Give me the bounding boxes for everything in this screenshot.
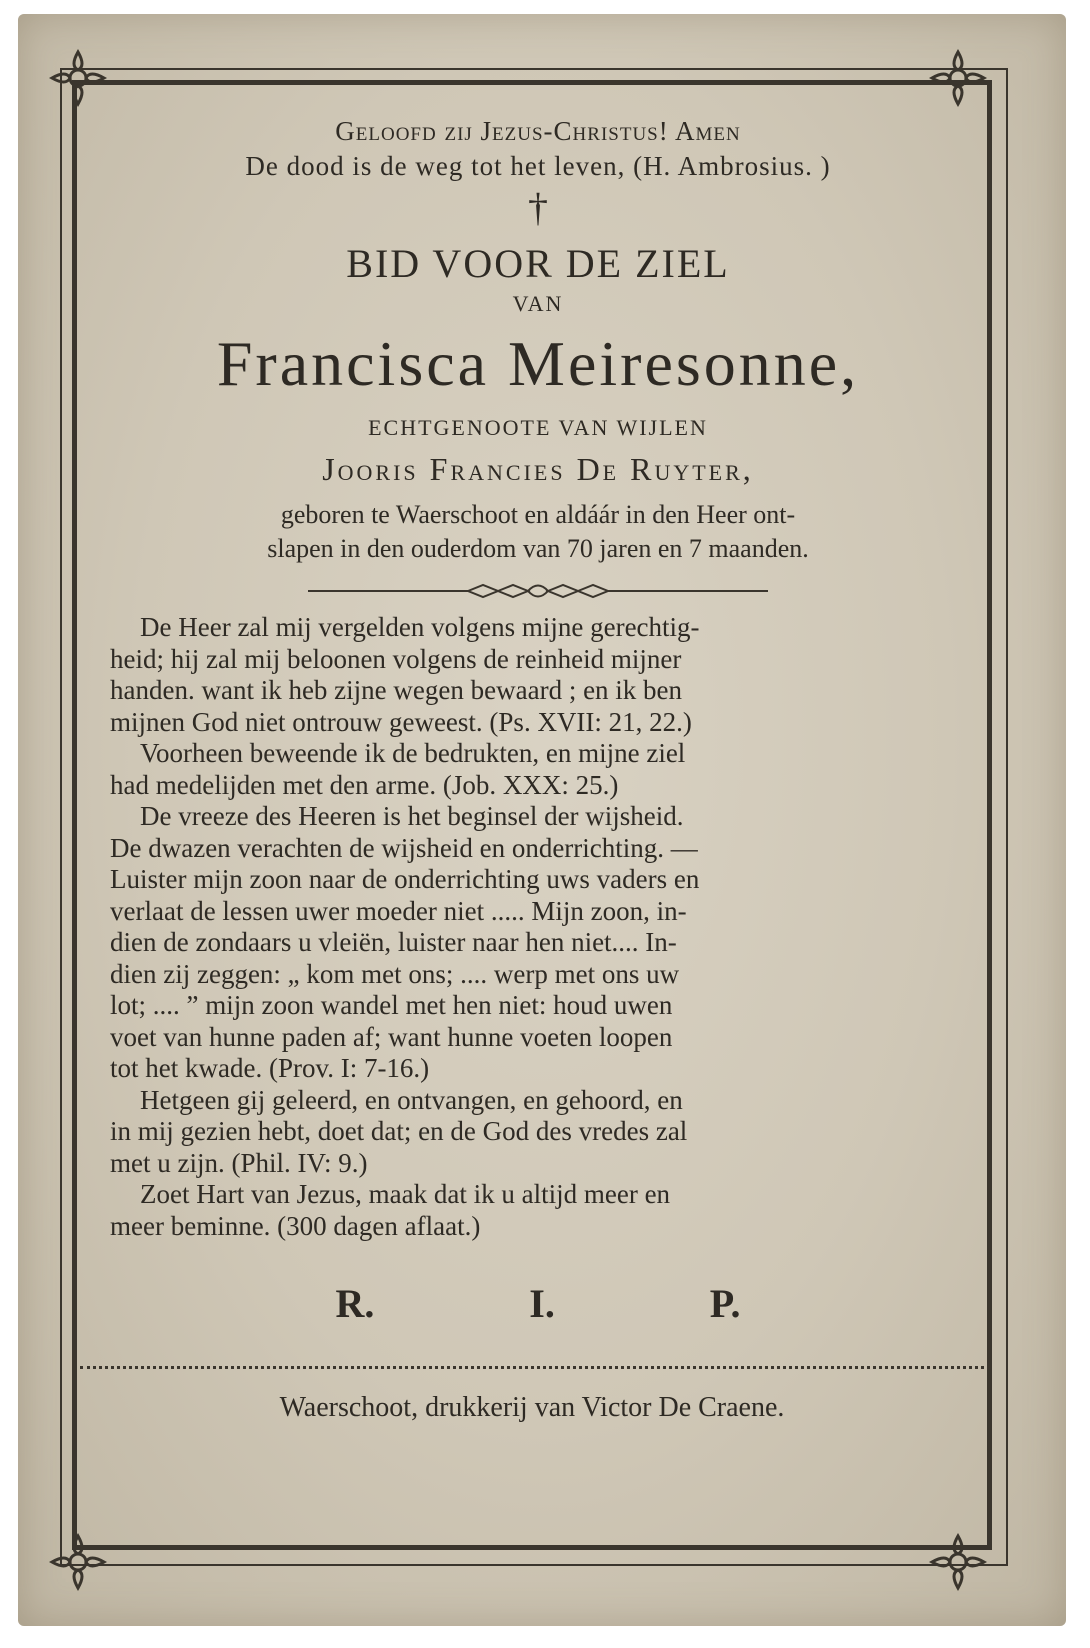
verse-line: Zoet Hart van Jezus, maak dat ik u altijd meer en — [140, 1179, 671, 1209]
ornament-top-left-icon — [48, 48, 108, 108]
rip-letter-i: I. — [529, 1281, 555, 1326]
cross-icon: † — [528, 185, 548, 230]
ornament-bottom-right-icon — [928, 1532, 988, 1592]
rip-initials — [258, 1280, 818, 1327]
verse-line: meer beminne. (300 dagen aflaat.) — [110, 1210, 481, 1241]
rip-letter-r: R. — [335, 1281, 375, 1326]
verse-line: De Heer zal mij vergelden volgens mijne gerechtig- — [140, 612, 700, 642]
verse-line: Hetgeen gij geleerd, en ontvangen, en gehoord, en — [140, 1084, 683, 1115]
verse-line: Luister mijn zoon naar de onderrichting uws vaders en — [110, 864, 700, 894]
verse-line: in mij gezien hebt, doet dat; en de God des vredes zal — [110, 1116, 688, 1146]
spouse-name: Jooris Francies De Ruyter, — [322, 451, 754, 487]
verses-block — [108, 612, 968, 1242]
verse-line: Voorheen beweende ik de bedrukten, en mijne ziel — [140, 738, 686, 768]
card-content — [108, 112, 968, 1327]
birth-line-2: slapen in den ouderdom van 70 jaren en 7 maanden. — [267, 534, 809, 563]
verse-line: had medelijden met den arme. (Job. XXX: 25.) — [110, 769, 619, 800]
verse-line: heid; hij zal mij beloonen volgens de reinheid mijner — [110, 643, 682, 674]
birth-info — [108, 498, 968, 566]
ornament-bottom-left-icon — [48, 1532, 108, 1592]
verse-line: lot; .... ” mijn zoon wandel met hen niet: houd uwen — [110, 990, 673, 1020]
birth-line-1: geboren te Waerschoot en aldáár in den Heer ont- — [280, 500, 796, 529]
dotted-separator — [80, 1366, 984, 1369]
verse-line: De vreeze des Heeren is het beginsel der wijsheid. — [140, 801, 684, 831]
motto-line-1: Geloofd zij Jezus-Christus! Amen — [335, 116, 741, 146]
verse-line: verlaat de lessen uwer moeder niet ..... Mijn zoon, in- — [110, 895, 687, 926]
spouse-intro: ECHTGENOOTE VAN WIJLEN — [368, 415, 708, 440]
deceased-name: Francisca Meiresonne, — [216, 328, 860, 399]
verse-line: met u zijn. (Phil. IV: 9.) — [110, 1147, 368, 1178]
verse-line: handen. want ik heb zijne wegen bewaard ; en ik ben — [110, 675, 683, 705]
motto-line-2: De dood is de weg tot het leven, (H. Ambrosius. ) — [245, 151, 831, 181]
ornamental-divider-icon — [308, 580, 768, 602]
verse-line: tot het kwade. (Prov. I: 7-16.) — [110, 1053, 430, 1083]
printer-imprint: Waerschoot, drukkerij van Victor De Craene. — [279, 1392, 785, 1423]
prayer-heading: BID VOOR DE ZIEL — [346, 241, 730, 286]
ornament-top-right-icon — [928, 48, 988, 108]
verse-line: mijnen God niet ontrouw geweest. (Ps. XVII: 21, 22.) — [110, 706, 692, 737]
rip-letter-p: P. — [709, 1281, 741, 1326]
verse-line: voet van hunne paden af; want hunne voeten loopen — [110, 1021, 673, 1052]
verse-line: dien zij zeggen: „ kom met ons; .... werp met ons uw — [110, 958, 680, 989]
verse-line: De dwazen verachten de wijsheid en onderrichting. — — [110, 832, 698, 863]
of-label: VAN — [512, 291, 564, 316]
verse-line: dien de zondaars u vleiën, luister naar hen niet.... In- — [110, 927, 677, 957]
